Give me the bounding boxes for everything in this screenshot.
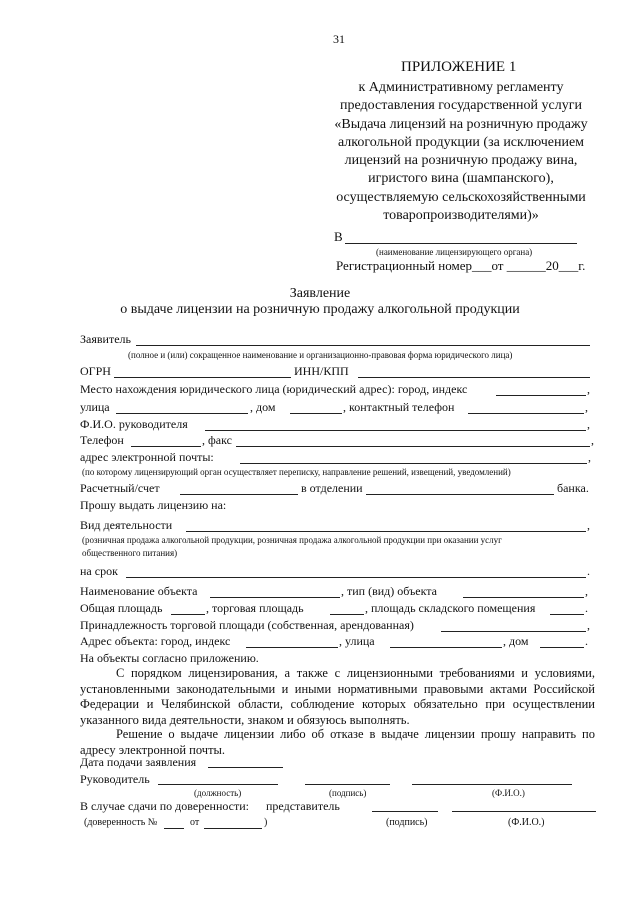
email-caption: (по которому лицензирующий орган осуществляет переписку, направление решений, извещений, уведомлений) xyxy=(82,467,511,477)
representative-signature-line[interactable] xyxy=(372,811,438,812)
object-street-label: , улица xyxy=(339,634,375,648)
term-line[interactable] xyxy=(126,577,586,578)
storage-area-label: , площадь складского помещения xyxy=(365,601,536,615)
applicant-caption: (полное и (или) сокращенное наименование и организационно-правовая форма юридического лица) xyxy=(128,350,513,360)
term-label: на срок xyxy=(80,564,118,578)
header-line: алкогольной продукции (за исключением xyxy=(337,134,585,150)
date-label: Дата подачи заявления xyxy=(80,755,197,769)
ogrn-line[interactable] xyxy=(114,377,291,378)
signature-caption: (подпись) xyxy=(329,788,367,798)
addressee-caption: (наименование лицензирующего органа) xyxy=(376,247,533,257)
object-house-line[interactable] xyxy=(540,647,584,648)
ownership-label: Принадлежность торговой площади (собственная, арендованная) xyxy=(80,618,414,632)
registration-number: Регистрационный номер___от ______20___г. xyxy=(336,258,586,273)
house-label: , дом xyxy=(250,400,276,414)
date-line[interactable] xyxy=(208,767,283,768)
objects-annex: На объекты согласно приложению. xyxy=(80,651,259,665)
addressee-line xyxy=(345,243,577,244)
ownership-line[interactable] xyxy=(441,631,586,632)
storage-area-line[interactable] xyxy=(550,614,584,615)
object-address-label: Адрес объекта: город, индекс xyxy=(80,634,231,648)
street-label: улица xyxy=(80,400,110,414)
proxy-label: В случае сдачи по доверенности: xyxy=(80,799,249,813)
paragraph-decision: Решение о выдаче лицензии либо об отказе в выдаче лицензии прошу направить по адресу электронной почты. xyxy=(80,727,595,757)
fio-caption-2: (Ф.И.О.) xyxy=(508,817,545,828)
document-title: Заявление xyxy=(289,286,351,301)
head-name-label: Ф.И.О. руководителя xyxy=(80,417,188,431)
ogrn-label: ОГРН xyxy=(80,364,111,378)
fax-line[interactable] xyxy=(236,446,590,447)
activity-label: Вид деятельности xyxy=(80,518,173,532)
activity-caption: (розничная продажа алкогольной продукции, розничная продажа алкогольной продукции при оказании услуг xyxy=(82,535,502,545)
applicant-label: Заявитель xyxy=(80,332,131,346)
proxy-from-label: от xyxy=(190,817,200,828)
fio-line[interactable] xyxy=(412,784,572,785)
phone-label: Телефон xyxy=(80,433,124,447)
position-caption: (должность) xyxy=(194,788,242,798)
account-line[interactable] xyxy=(180,494,298,495)
fax-label: , факс xyxy=(202,433,232,447)
object-type-line[interactable] xyxy=(463,597,584,598)
appendix-title: ПРИЛОЖЕНИЕ 1 xyxy=(401,59,517,75)
header-line: осуществляемую сельскохозяйственными xyxy=(336,189,586,205)
proxy-number-line[interactable] xyxy=(164,828,184,829)
representative-label: представитель xyxy=(266,799,340,813)
account-label: Расчетный/счет xyxy=(80,481,160,495)
house-line[interactable] xyxy=(290,413,342,414)
header-line: «Выдача лицензий на розничную продажу xyxy=(334,116,588,132)
page-number: 31 xyxy=(333,32,345,46)
header-line: к Административному регламенту xyxy=(358,80,564,95)
object-house-label: , дом xyxy=(503,634,529,648)
branch-label: в отделении xyxy=(301,481,363,495)
activity-line[interactable] xyxy=(186,531,586,532)
proxy-date-line[interactable] xyxy=(204,828,262,829)
inn-line[interactable] xyxy=(358,377,590,378)
contact-phone-line[interactable] xyxy=(468,413,584,414)
street-line[interactable] xyxy=(116,413,248,414)
inn-label: ИНН/КПП xyxy=(294,364,349,378)
paragraph-consent: С порядком лицензирования, а также с лицензионными требованиями и условиями, установленными законодательными и иными нормативными правовыми актами Российской Федерации и Челябинской области, соблюдение которых обязательно при осуществлении указанного вида деятельности, знаком и обязуюсь выполнять. xyxy=(80,666,595,727)
object-street-line[interactable] xyxy=(390,647,502,648)
object-name-label: Наименование объекта xyxy=(80,584,198,598)
addressee-prefix: В xyxy=(334,229,343,244)
trade-area-label: , торговая площадь xyxy=(206,601,304,615)
position-line[interactable] xyxy=(158,784,278,785)
header-line: предоставления государственной услуги xyxy=(340,98,582,114)
location-label: Место нахождения юридического лица (юридический адрес): город, индекс xyxy=(80,382,468,396)
appendix-header xyxy=(316,79,606,225)
email-label: адрес электронной почты: xyxy=(80,450,214,464)
total-area-label: Общая площадь xyxy=(80,601,163,615)
total-area-line[interactable] xyxy=(171,614,205,615)
object-name-line[interactable] xyxy=(210,597,340,598)
phone-line[interactable] xyxy=(131,446,201,447)
index-line[interactable] xyxy=(496,395,586,396)
phone-contact-label: , контактный телефон xyxy=(343,400,455,414)
head-signature-label: Руководитель xyxy=(80,772,150,786)
header-line: игристого вина (шампанского), xyxy=(368,171,554,187)
email-line[interactable] xyxy=(240,463,587,464)
bank-label: банка. xyxy=(557,481,589,495)
trade-area-line[interactable] xyxy=(330,614,364,615)
request-label: Прошу выдать лицензию на: xyxy=(80,498,227,512)
head-name-line[interactable] xyxy=(205,430,586,431)
document-subtitle: о выдаче лицензии на розничную продажу алкогольной продукции xyxy=(120,302,520,317)
activity-caption: общественного питания) xyxy=(82,548,178,558)
signature-line[interactable] xyxy=(305,784,390,785)
object-type-label: , тип (вид) объекта xyxy=(341,584,437,598)
applicant-line[interactable] xyxy=(136,345,590,346)
header-line: товаропроизводителями)» xyxy=(383,208,539,224)
representative-fio-line[interactable] xyxy=(452,811,596,812)
header-line: лицензий на розничную продажу вина, xyxy=(344,153,578,169)
fio-caption: (Ф.И.О.) xyxy=(492,788,525,798)
signature-caption-2: (подпись) xyxy=(386,817,428,828)
object-index-line[interactable] xyxy=(246,647,338,648)
branch-line[interactable] xyxy=(366,494,554,495)
proxy-number-label: (доверенность № xyxy=(84,817,158,828)
